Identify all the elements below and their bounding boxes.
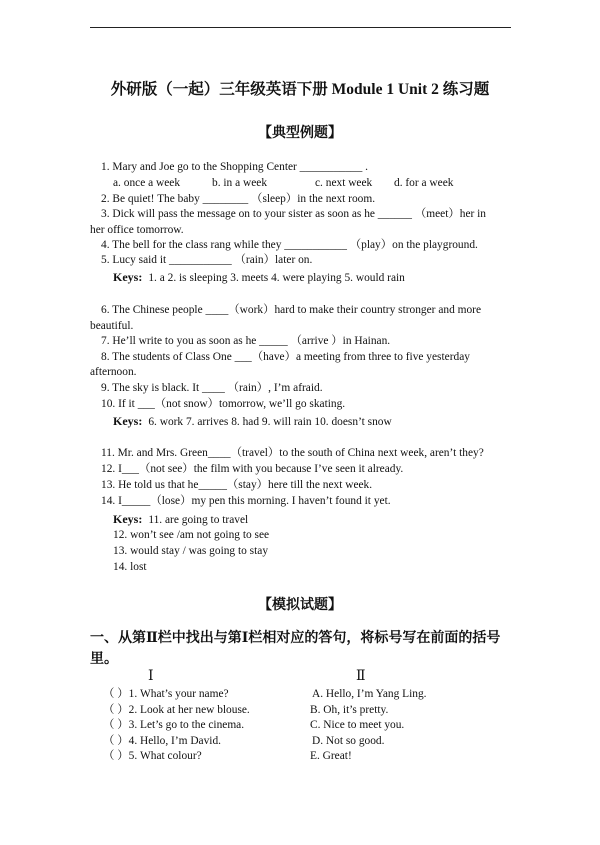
section-heading-examples: 【典型例题】 [258, 126, 342, 141]
match-item-left: （ ）2. Look at her new blouse. [103, 704, 250, 716]
keys-label: Keys: [113, 270, 143, 284]
question-1: 1. Mary and Joe go to the Shopping Center ___________ . [101, 161, 369, 173]
question-6: 6. The Chinese people ____（work）hard to make their country stronger and more [101, 304, 482, 316]
question-10: 10. If it ___（not snow）tomorrow, we’ll go skating. [101, 398, 346, 410]
question-6-cont: beautiful. [90, 320, 134, 332]
keys-3-line: 13. would stay / was going to stay [113, 545, 269, 557]
answer-keys-1 [113, 270, 405, 285]
question-12: 12. I___（not see）the film with you because I’ve seen it already. [101, 463, 404, 475]
answer-keys-2 [113, 414, 392, 429]
match-item-left: （ ）5. What colour? [103, 750, 202, 762]
keys-3-line: 14. lost [113, 561, 147, 573]
part-1-instruction: 一、从第Ⅱ栏中找出与第Ⅰ栏相对应的答句，将标号写在前面的括号里。 [90, 631, 501, 667]
page-title: 外研版（一起）三年级英语下册 Module 1 Unit 2 练习题 [110, 81, 490, 98]
question-3-cont: her office tomorrow. [90, 224, 184, 236]
keys-1-text: 1. a 2. is sleeping 3. meets 4. were playing 5. would rain [148, 272, 405, 284]
question-13: 13. He told us that he_____（stay）here till the next week. [101, 479, 373, 491]
question-9: 9. The sky is black. It ____ （rain）, I’m afraid. [101, 382, 323, 394]
q1-option-b: b. in a week [212, 177, 268, 189]
q1-option-c: c. next week [315, 177, 373, 189]
keys-label: Keys: [113, 512, 143, 526]
question-8: 8. The students of Class One ___（have）a meeting from three to five yesterday [101, 351, 470, 363]
column-1-heading: Ⅰ [148, 669, 154, 684]
section-heading-practice: 【模拟试题】 [258, 598, 342, 613]
question-8-cont: afternoon. [90, 366, 137, 378]
question-7: 7. He’ll write to you as soon as he _____ （arrive ）in Hainan. [101, 335, 391, 347]
top-rule [90, 27, 511, 28]
question-3: 3. Dick will pass the message on to your sister as soon as he ______ （meet）her in [101, 208, 487, 220]
keys-label: Keys: [113, 414, 143, 428]
q1-option-d: d. for a week [394, 177, 454, 189]
question-5: 5. Lucy said it ___________ （rain）later on. [101, 254, 313, 266]
match-item-right: A. Hello, I’m Yang Ling. [312, 688, 427, 700]
question-4: 4. The bell for the class rang while they ___________ （play）on the playground. [101, 239, 478, 251]
match-item-left: （ ）3. Let’s go to the cinema. [103, 719, 245, 731]
question-14: 14. I_____（lose）my pen this morning. I haven’t found it yet. [101, 495, 391, 507]
q1-option-a: a. once a week [113, 177, 181, 189]
match-item-right: B. Oh, it’s pretty. [310, 704, 389, 716]
match-item-left: （ ）4. Hello, I’m David. [103, 735, 221, 747]
match-item-right: D. Not so good. [312, 735, 385, 747]
match-item-left: （ ）1. What’s your name? [103, 688, 229, 700]
question-11: 11. Mr. and Mrs. Green____（travel）to the south of China next week, aren’t they? [101, 447, 484, 459]
keys-3-line: 12. won’t see /am not going to see [113, 529, 270, 541]
match-item-right: C. Nice to meet you. [310, 719, 405, 731]
question-2: 2. Be quiet! The baby ________ （sleep）in the next room. [101, 193, 376, 205]
column-2-heading: Ⅱ [356, 669, 366, 684]
answer-keys-3 [113, 512, 248, 527]
match-item-right: E. Great! [310, 750, 352, 762]
keys-3-text: 11. are going to travel [148, 514, 249, 526]
keys-2-text: 6. work 7. arrives 8. had 9. will rain 10. doesn’t snow [148, 416, 392, 428]
